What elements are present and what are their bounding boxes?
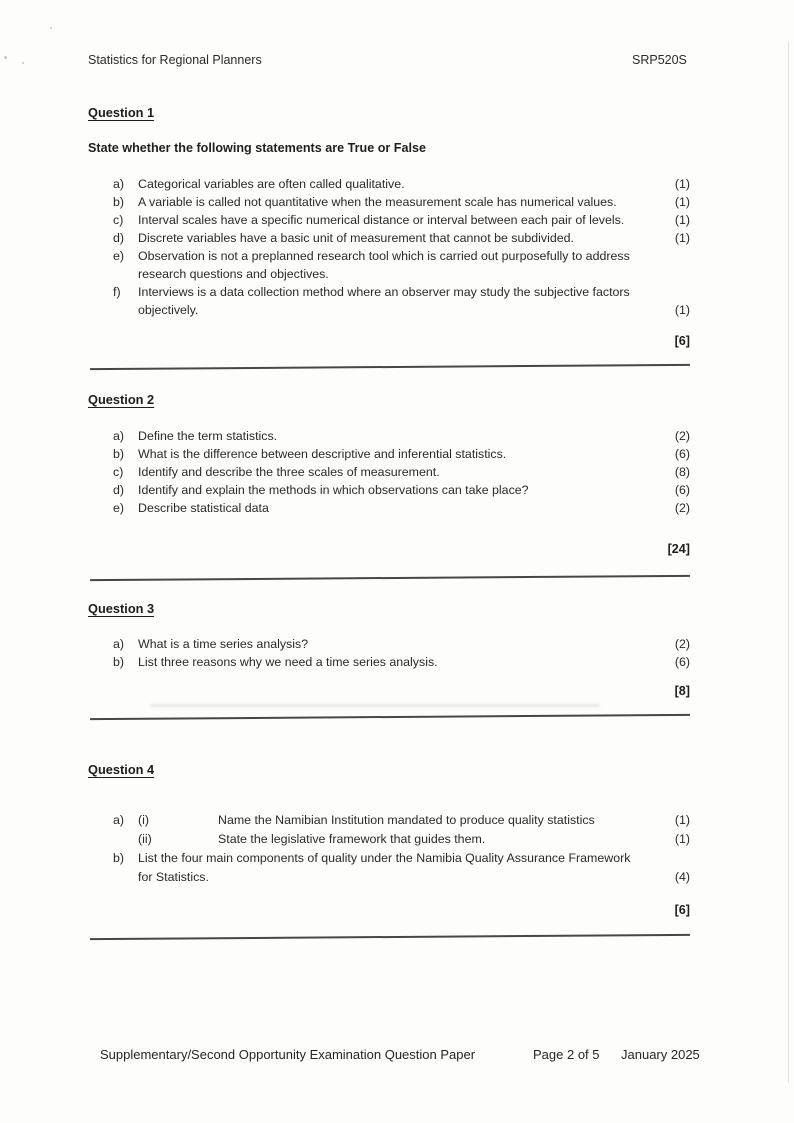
item-text: What is the difference between descriptive and inferential statistics.	[138, 447, 507, 461]
item-text: Discrete variables have a basic unit of measurement that cannot be subdivided.	[138, 231, 574, 245]
item-label: e)	[113, 501, 125, 515]
item-text: Interviews is a data collection method where an observer may study the subjective factors	[138, 285, 630, 299]
question-item	[113, 247, 690, 283]
item-marks: (6)	[674, 447, 690, 461]
item-label: a)	[113, 177, 125, 191]
question-4-items	[88, 811, 690, 887]
item-label: d)	[113, 483, 125, 497]
question-item	[113, 283, 690, 319]
question-4-total-marks: [6]	[674, 903, 690, 917]
item-marks: (1)	[674, 177, 690, 191]
question-3-items	[88, 635, 690, 671]
section-divider	[90, 934, 690, 940]
scan-speckle	[22, 62, 24, 64]
question-item	[113, 849, 690, 887]
question-item	[113, 427, 690, 445]
course-code: SRP520S	[632, 53, 687, 67]
scan-speckle	[50, 27, 52, 29]
item-text: List three reasons why we need a time series analysis.	[138, 655, 438, 669]
item-label: c)	[113, 213, 124, 227]
item-marks: (2)	[674, 637, 690, 651]
footer-date: January 2025	[621, 1047, 700, 1062]
question-1-heading: Question 1	[88, 105, 155, 120]
item-label: e)	[113, 249, 125, 263]
item-marks: (1)	[674, 195, 690, 209]
question-item	[113, 445, 690, 463]
item-marks: (1)	[674, 303, 690, 317]
item-marks: (1)	[674, 832, 690, 846]
item-sublabel: (ii)	[138, 832, 152, 846]
question-4-heading: Question 4	[88, 762, 155, 777]
item-text: Categorical variables are often called qualitative.	[138, 177, 405, 191]
question-item	[113, 229, 690, 247]
item-label: c)	[113, 465, 124, 479]
item-text: Define the term statistics.	[138, 429, 278, 443]
item-text: Interval scales have a specific numerical distance or interval between each pair of levels.	[138, 213, 625, 227]
question-3-total-marks: [8]	[674, 684, 690, 698]
item-label: a)	[113, 813, 125, 827]
question-1-items	[88, 175, 690, 319]
section-divider	[90, 714, 690, 720]
course-title: Statistics for Regional Planners	[88, 53, 262, 67]
item-text: Identify and describe the three scales of measurement.	[138, 465, 440, 479]
scan-smudge	[150, 704, 600, 707]
item-text: What is a time series analysis?	[138, 637, 309, 651]
item-text: objectively.	[138, 303, 199, 317]
question-item	[113, 211, 690, 229]
item-text: List the four main components of quality under the Namibia Quality Assurance Framework	[138, 851, 631, 865]
item-text: Describe statistical data	[138, 501, 269, 515]
question-2-total-marks: [24]	[667, 542, 690, 556]
item-marks: (8)	[674, 465, 690, 479]
question-item	[113, 635, 690, 653]
item-text: Name the Namibian Institution mandated to produce quality statistics	[218, 813, 595, 827]
item-text: A variable is called not quantitative when the measurement scale has numerical values.	[138, 195, 617, 209]
question-item	[113, 463, 690, 481]
item-label: a)	[113, 429, 125, 443]
item-label: a)	[113, 637, 125, 651]
question-1-section	[88, 104, 690, 350]
item-text: for Statistics.	[138, 870, 209, 884]
item-marks: (6)	[674, 483, 690, 497]
item-marks: (1)	[674, 813, 690, 827]
item-text: Observation is not a preplanned research tool which is carried out purposefully to address	[138, 249, 630, 263]
question-item	[113, 811, 690, 830]
question-item	[113, 175, 690, 193]
item-sublabel: (i)	[138, 813, 150, 827]
item-label: b)	[113, 851, 125, 865]
item-marks: (4)	[674, 870, 690, 884]
item-text: Identify and explain the methods in which observations can take place?	[138, 483, 529, 497]
item-label: b)	[113, 447, 125, 461]
item-marks: (2)	[674, 501, 690, 515]
scan-edge-artifact	[788, 42, 789, 1083]
scan-speckle	[4, 56, 7, 59]
question-item	[113, 830, 690, 849]
question-item	[113, 481, 690, 499]
item-label	[113, 830, 138, 849]
question-4-section	[88, 761, 690, 919]
footer-page-number: Page 2 of 5	[533, 1047, 600, 1062]
item-label: b)	[113, 195, 125, 209]
question-2-section	[88, 391, 690, 558]
question-3-section	[88, 600, 690, 700]
item-text: research questions and objectives.	[138, 267, 329, 281]
question-2-items	[88, 427, 690, 517]
footer-paper-title: Supplementary/Second Opportunity Examination Question Paper	[100, 1047, 476, 1062]
question-2-heading: Question 2	[88, 392, 155, 407]
item-marks: (1)	[674, 213, 690, 227]
question-item	[113, 499, 690, 517]
section-divider	[90, 575, 690, 581]
item-label: f)	[113, 285, 121, 299]
item-marks: (1)	[674, 231, 690, 245]
item-label: b)	[113, 655, 125, 669]
question-item	[113, 653, 690, 671]
question-3-heading: Question 3	[88, 601, 155, 616]
item-marks: (2)	[674, 429, 690, 443]
section-divider	[90, 364, 690, 370]
item-text: State the legislative framework that guides them.	[218, 832, 486, 846]
question-1-total-marks: [6]	[674, 334, 690, 348]
item-label: d)	[113, 231, 125, 245]
question-item	[113, 193, 690, 211]
item-marks: (6)	[674, 655, 690, 669]
question-1-intro: State whether the following statements are True or False	[88, 141, 427, 155]
